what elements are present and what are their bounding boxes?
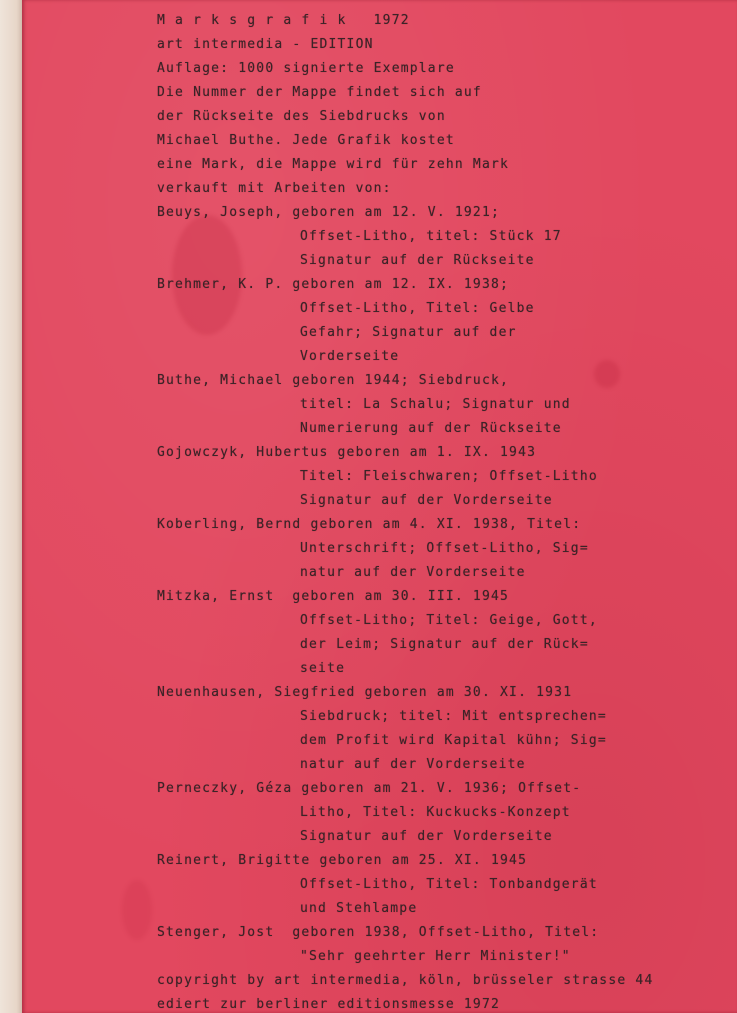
paper-edge — [0, 0, 24, 1013]
detail-line: Offset-Litho; Titel: Geige, Gott, — [300, 613, 598, 628]
stain — [122, 880, 152, 940]
detail-line: Offset-Litho, Titel: Gelbe — [300, 301, 535, 316]
artist-line: Buthe, Michael geboren 1944; Siebdruck, — [157, 373, 510, 388]
detail-line: seite — [300, 661, 346, 676]
artist-line: Neuenhausen, Siegfried geboren am 30. XI. 1931 — [157, 685, 573, 700]
detail-line: Numerierung auf der Rückseite — [300, 421, 562, 436]
detail-line: Unterschrift; Offset-Litho, Sig= — [300, 541, 589, 556]
artist-line: Stenger, Jost geboren 1938, Offset-Litho, Titel: — [157, 925, 600, 940]
text-line: eine Mark, die Mappe wird für zehn Mark — [157, 157, 510, 172]
detail-line: Offset-Litho, titel: Stück 17 — [300, 229, 562, 244]
detail-line: Signatur auf der Rückseite — [300, 253, 535, 268]
detail-line: Siebdruck; titel: Mit entsprechen= — [300, 709, 607, 724]
detail-line: Gefahr; Signatur auf der — [300, 325, 517, 340]
copyright-line: copyright by art intermedia, köln, brüsseler strasse 44 — [157, 973, 654, 988]
detail-line: Titel: Fleischwaren; Offset-Litho — [300, 469, 598, 484]
detail-line: dem Profit wird Kapital kühn; Sig= — [300, 733, 607, 748]
detail-line: titel: La Schalu; Signatur und — [300, 397, 571, 412]
title-line: M a r k s g r a f i k 1972 — [157, 13, 410, 28]
artist-line: Mitzka, Ernst geboren am 30. III. 1945 — [157, 589, 510, 604]
artist-line: Gojowczyk, Hubertus geboren am 1. IX. 1943 — [157, 445, 537, 460]
artist-line: Brehmer, K. P. geboren am 12. IX. 1938; — [157, 277, 510, 292]
detail-line: der Leim; Signatur auf der Rück= — [300, 637, 589, 652]
edition-line: art intermedia - EDITION — [157, 37, 374, 52]
artist-line: Perneczky, Géza geboren am 21. V. 1936; Offset- — [157, 781, 582, 796]
detail-line: Offset-Litho, Titel: Tonbandgerät — [300, 877, 598, 892]
detail-line: und Stehlampe — [300, 901, 418, 916]
text-line: verkauft mit Arbeiten von: — [157, 181, 392, 196]
text-line: Die Nummer der Mappe findet sich auf — [157, 85, 482, 100]
artist-line: Beuys, Joseph, geboren am 12. V. 1921; — [157, 205, 501, 220]
detail-line: Vorderseite — [300, 349, 400, 364]
detail-line: natur auf der Vorderseite — [300, 757, 526, 772]
footer-line: ediert zur berliner editionsmesse 1972 — [157, 997, 501, 1012]
detail-line: natur auf der Vorderseite — [300, 565, 526, 580]
detail-line: "Sehr geehrter Herr Minister!" — [300, 949, 571, 964]
detail-line: Signatur auf der Vorderseite — [300, 829, 553, 844]
artist-line: Koberling, Bernd geboren am 4. XI. 1938, Titel: — [157, 517, 582, 532]
text-line: der Rückseite des Siebdrucks von — [157, 109, 446, 124]
text-line: Michael Buthe. Jede Grafik kostet — [157, 133, 455, 148]
text-line: Auflage: 1000 signierte Exemplare — [157, 61, 455, 76]
stain — [594, 360, 620, 388]
detail-line: Litho, Titel: Kuckucks-Konzept — [300, 805, 571, 820]
stain — [172, 215, 242, 335]
artist-line: Reinert, Brigitte geboren am 25. XI. 1945 — [157, 853, 528, 868]
detail-line: Signatur auf der Vorderseite — [300, 493, 553, 508]
